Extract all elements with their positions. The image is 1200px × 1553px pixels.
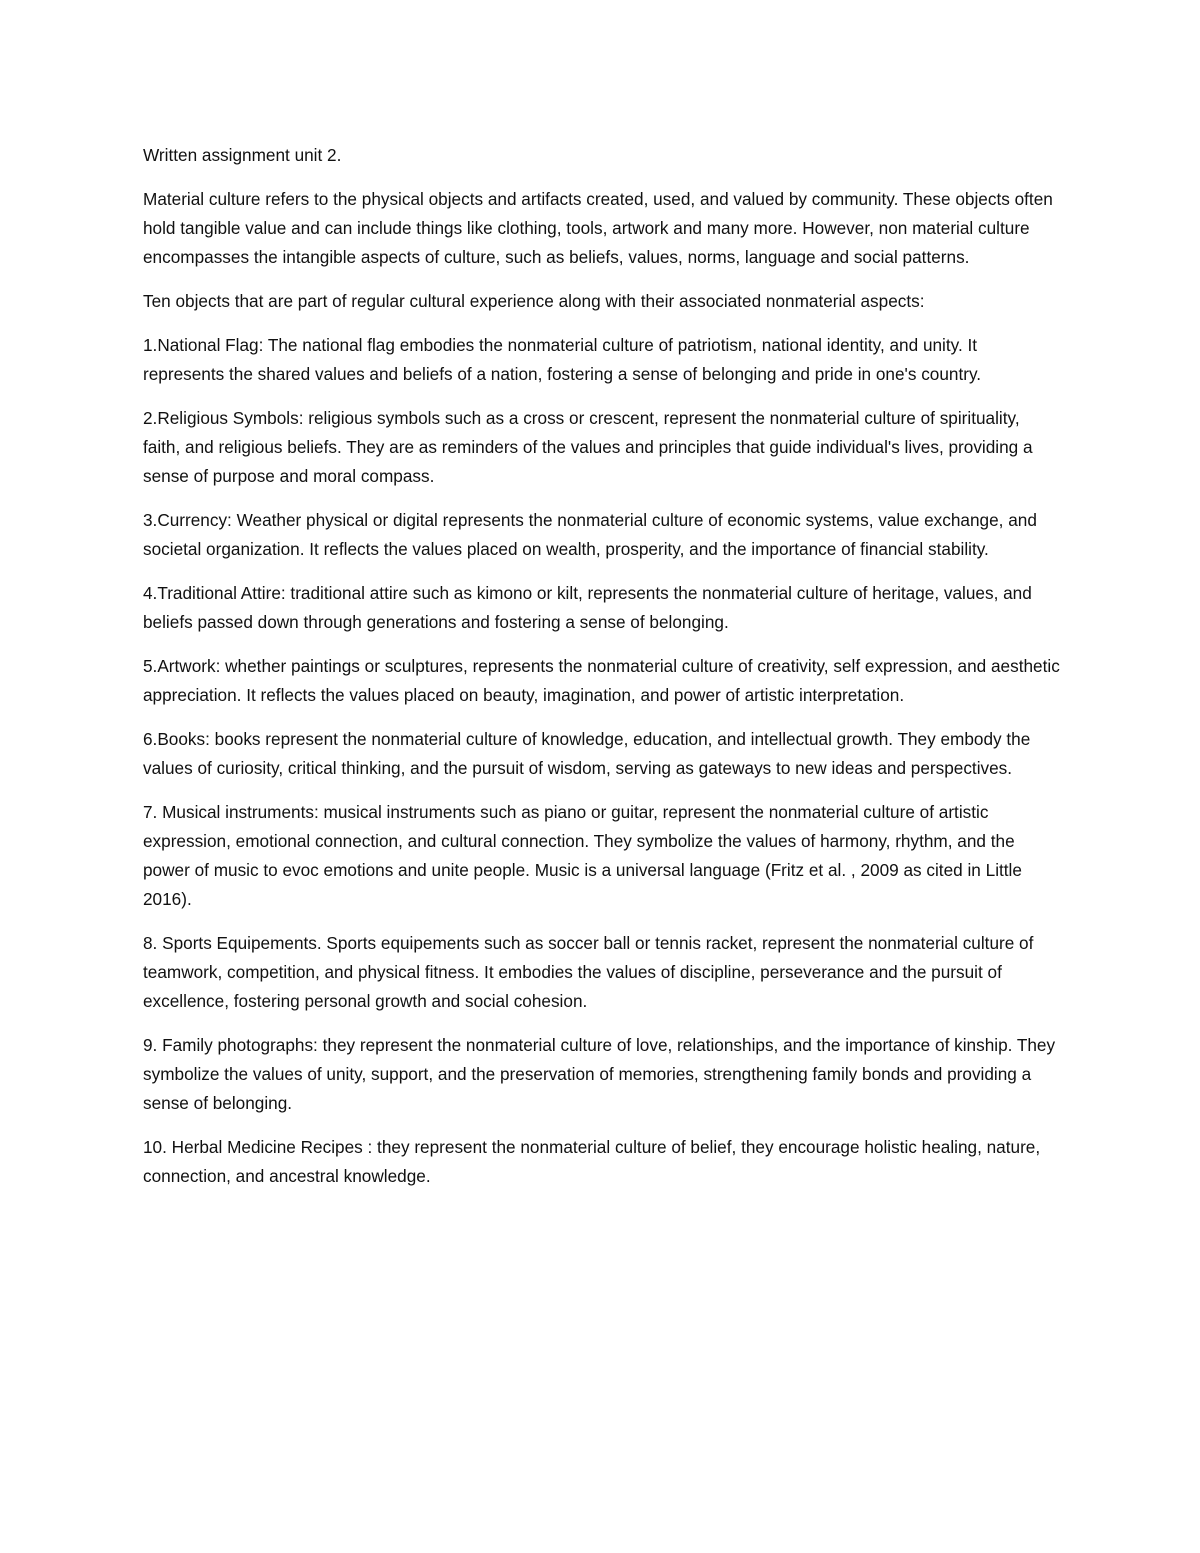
list-item-religious-symbols: 2.Religious Symbols: religious symbols such as a cross or crescent, represent the nonmaterial culture of spirituality, faith, and religious beliefs. They are as reminders of the values and principles that guide individual's lives, providing a sense of purpose and moral compass. bbox=[143, 408, 1033, 486]
list-item-musical-instruments: 7. Musical instruments: musical instruments such as piano or guitar, represent the nonmaterial culture of artistic expression, emotional connection, and cultural connection. They symbolize the values of harmony, rhythm, and the power of music to evoc emotions and unite people. Music is a universal language (Fritz et al. , 2009 as cited in Little 2016). bbox=[143, 802, 1022, 909]
list-item-sports-equipements: 8. Sports Equipements. Sports equipements such as soccer ball or tennis racket, represent the nonmaterial culture of teamwork, competition, and physical fitness. It embodies the values of discipline, perseverance and the pursuit of excellence, fostering personal growth and social cohesion. bbox=[143, 933, 1034, 1011]
list-item-herbal-medicine-recipes: 10. Herbal Medicine Recipes : they represent the nonmaterial culture of belief, they encourage holistic healing, nature, connection, and ancestral knowledge. bbox=[143, 1137, 1041, 1186]
list-item-currency: 3.Currency: Weather physical or digital represents the nonmaterial culture of economic systems, value exchange, and societal organization. It reflects the values placed on wealth, prosperity, and the importance of financial stability. bbox=[143, 510, 1037, 559]
document-title: Written assignment unit 2. bbox=[143, 145, 342, 165]
intro-paragraph: Material culture refers to the physical objects and artifacts created, used, and valued by community. These objects often hold tangible value and can include things like clothing, tools, artwork and many more. However, non material culture encompasses the intangible aspects of culture, such as beliefs, values, norms, language and social patterns. bbox=[143, 189, 1053, 267]
document-body bbox=[143, 141, 1061, 1206]
list-item-family-photographs: 9. Family photographs: they represent the nonmaterial culture of love, relationships, and the importance of kinship. They symbolize the values of unity, support, and the preservation of memories, strengthening family bonds and providing a sense of belonging. bbox=[143, 1035, 1056, 1113]
list-item-books: 6.Books: books represent the nonmaterial culture of knowledge, education, and intellectual growth. They embody the values of curiosity, critical thinking, and the pursuit of wisdom, serving as gateways to new ideas and perspectives. bbox=[143, 729, 1031, 778]
list-item-national-flag: 1.National Flag: The national flag embodies the nonmaterial culture of patriotism, national identity, and unity. It represents the shared values and beliefs of a nation, fostering a sense of belonging and pride in one's country. bbox=[143, 335, 982, 384]
list-item-traditional-attire: 4.Traditional Attire: traditional attire such as kimono or kilt, represents the nonmaterial culture of heritage, values, and beliefs passed down through generations and fostering a sense of belonging. bbox=[143, 583, 1032, 632]
list-lead-paragraph: Ten objects that are part of regular cultural experience along with their associated nonmaterial aspects: bbox=[143, 291, 925, 311]
list-item-artwork: 5.Artwork: whether paintings or sculptures, represents the nonmaterial culture of creativity, self expression, and aesthetic appreciation. It reflects the values placed on beauty, imagination, and power of artistic interpretation. bbox=[143, 656, 1060, 705]
